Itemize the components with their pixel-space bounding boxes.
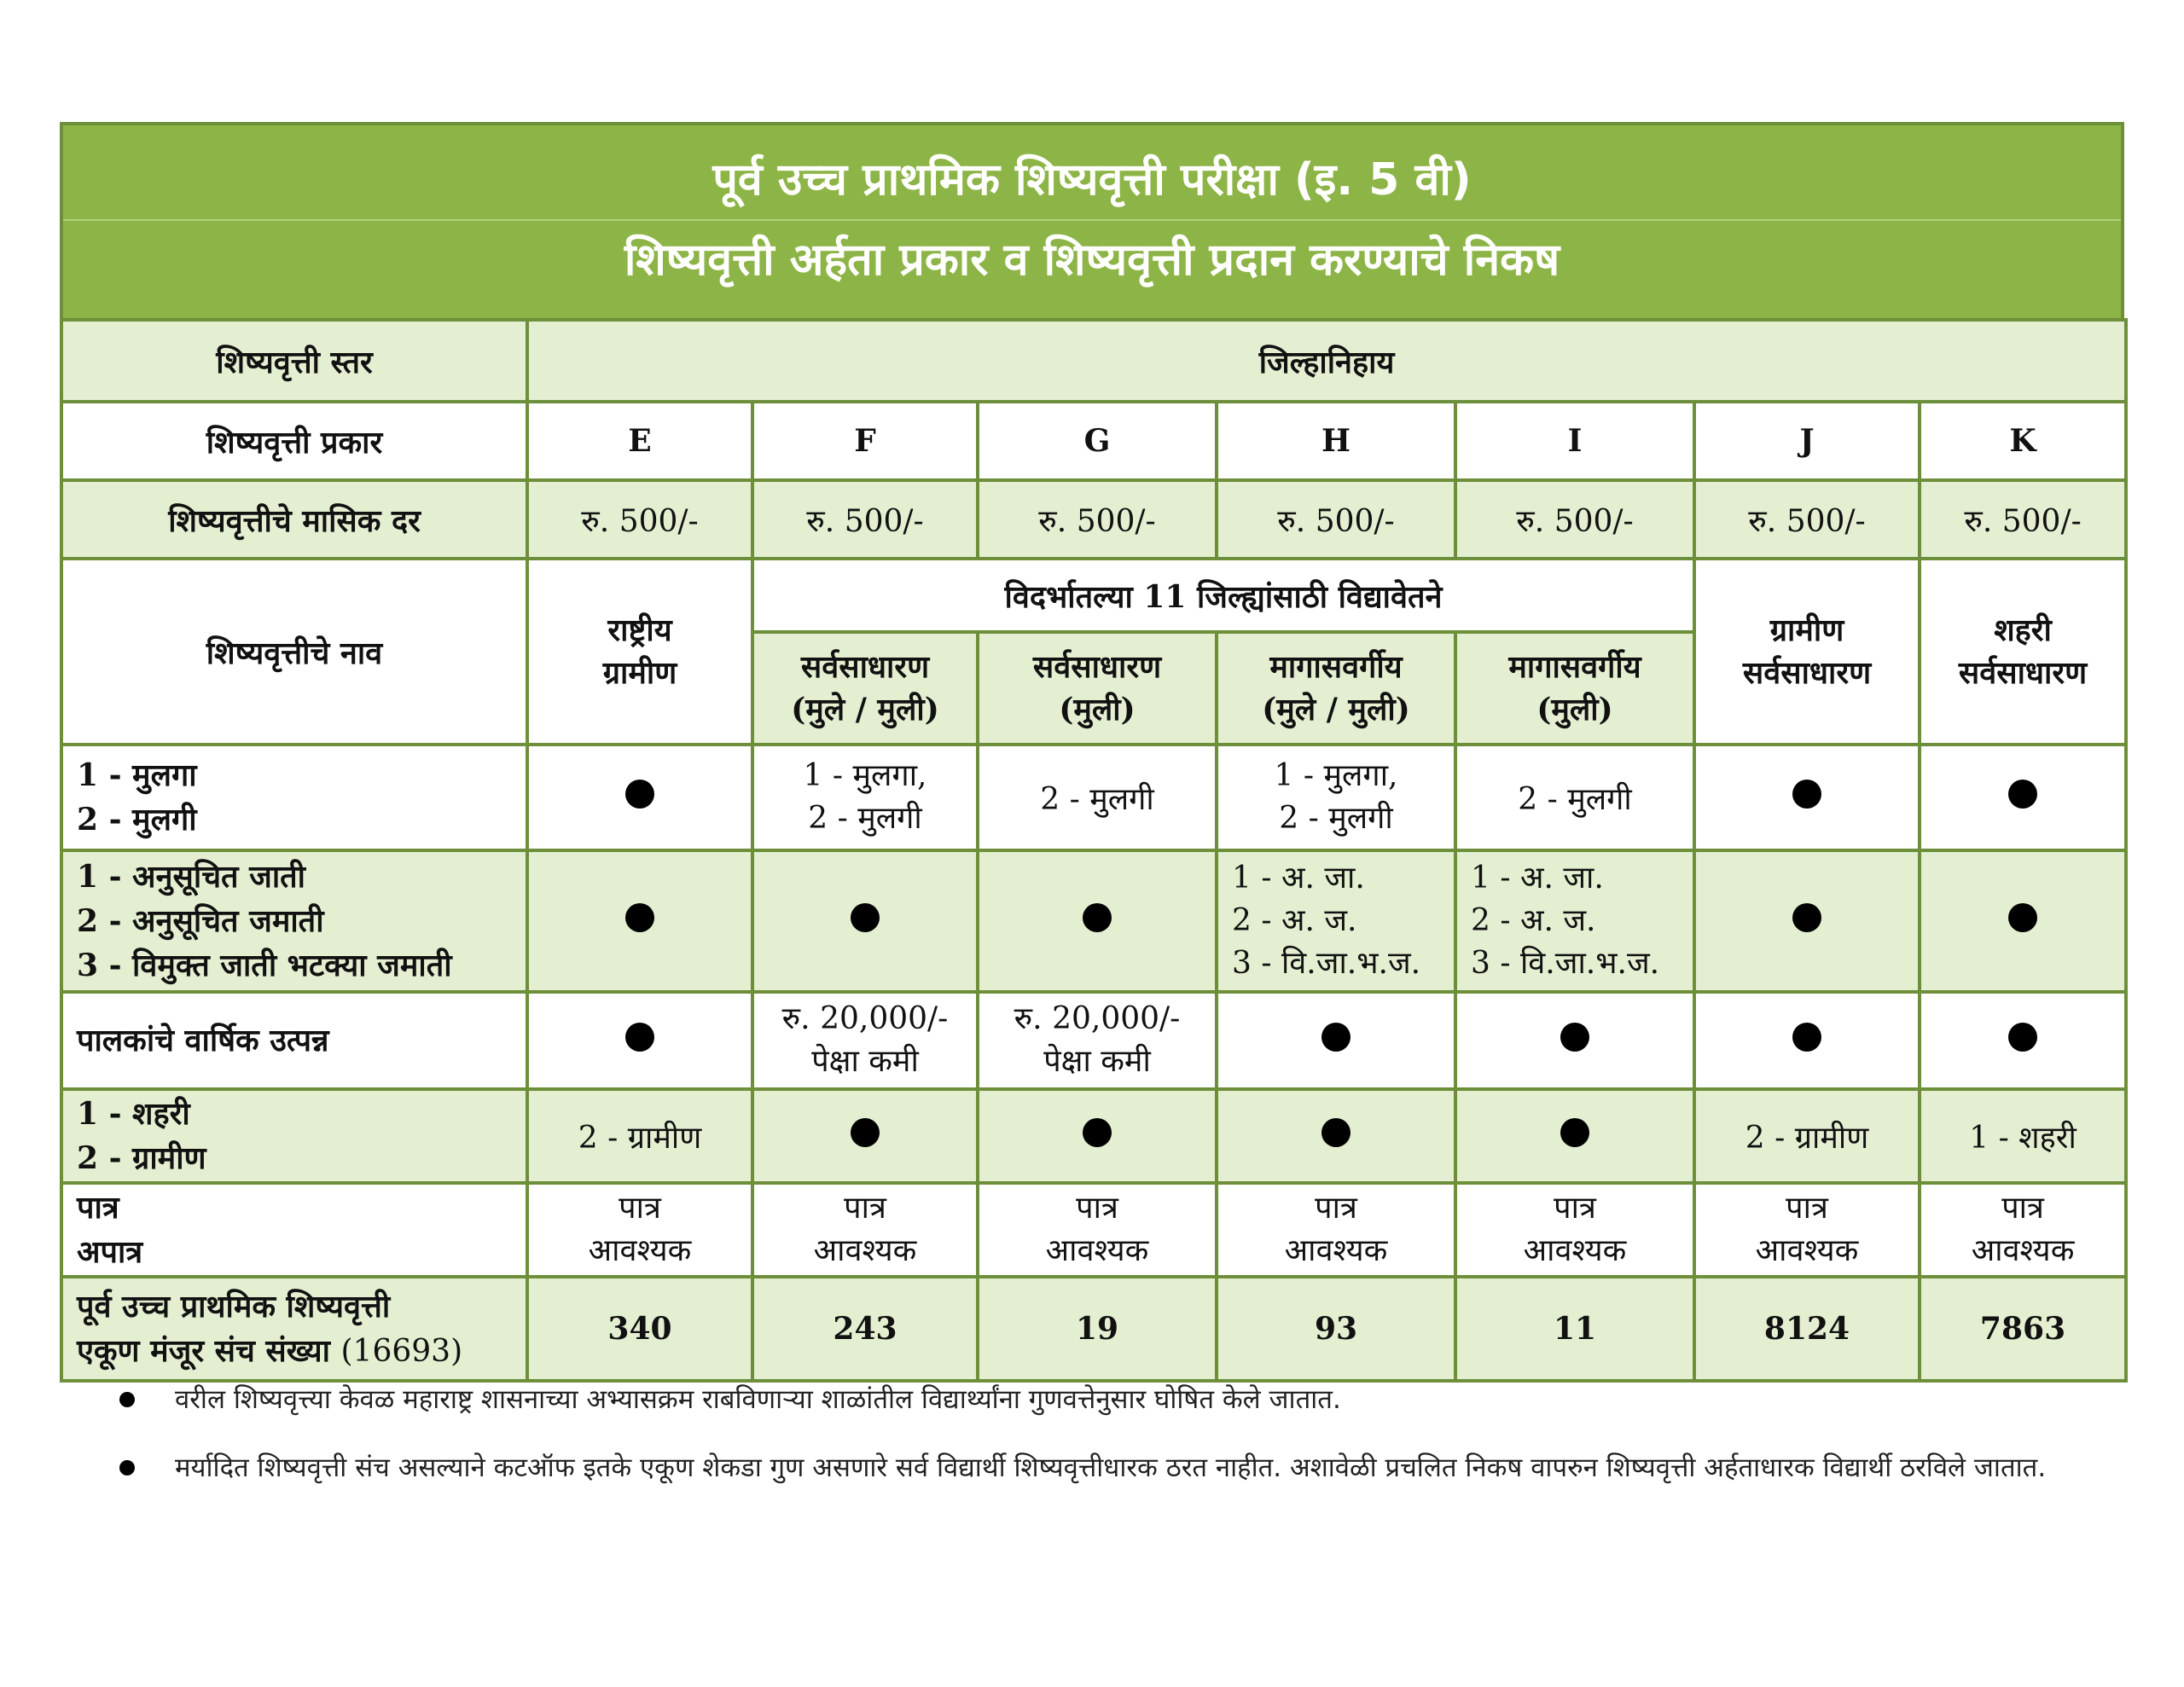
- gender-f: [752, 745, 978, 850]
- level-value: जिल्हानिहाय: [527, 320, 2126, 402]
- name-j: [1694, 559, 1920, 745]
- gender-f-line-1: 1 - मुलगा,: [803, 758, 927, 793]
- row-level: [61, 320, 2126, 402]
- dot-icon: [625, 903, 654, 932]
- total-label-text: एकूण मंजूर संच संख्या: [77, 1332, 330, 1369]
- gender-g: 2 - मुलगी: [978, 745, 1217, 850]
- eligibility-e: [527, 1183, 752, 1277]
- rate-label: शिष्यवृत्तीचे मासिक दर: [61, 480, 527, 559]
- title-line-2: शिष्यवृत्ती अर्हता प्रकार व शिष्यवृत्ती प्रदान करण्याचे निकष: [624, 235, 1560, 286]
- eligibility-g: [978, 1183, 1217, 1277]
- area-e: 2 - ग्रामीण: [527, 1089, 752, 1183]
- caste-label-line-1: 1 - अनुसूचित जाती: [77, 859, 305, 895]
- eligibility-f-line-1: पात्र: [844, 1191, 886, 1226]
- eligibility-i-line-1: पात्र: [1554, 1191, 1596, 1226]
- dot-icon: [2008, 1023, 2037, 1052]
- title-banner: [60, 122, 2124, 318]
- name-e-line-1: राष्ट्रीय: [607, 612, 672, 648]
- level-label: शिष्यवृत्ती स्तर: [61, 320, 527, 402]
- gender-label-line-1: 1 - मुलगा: [77, 757, 197, 793]
- type-letter-j: J: [1694, 402, 1920, 480]
- area-h: [1217, 1089, 1455, 1183]
- caste-i-line-1: 1 - अ. जा.: [1471, 861, 1604, 896]
- income-label: पालकांचे वार्षिक उत्पन्न: [61, 992, 527, 1089]
- income-g-line-2: पेक्षा कमी: [1043, 1044, 1151, 1079]
- row-caste: [61, 850, 2126, 992]
- name-g: [978, 632, 1217, 745]
- name-f: [752, 632, 978, 745]
- type-letter-e: E: [527, 402, 752, 480]
- gender-i: 2 - मुलगी: [1455, 745, 1694, 850]
- caste-i-line-2: 2 - अ. ज.: [1471, 903, 1596, 938]
- income-j: [1694, 992, 1920, 1089]
- name-i-line-2: (मुली): [1536, 692, 1613, 728]
- total-j: 8124: [1694, 1277, 1920, 1381]
- name-k-line-1: शहरी: [1994, 612, 2052, 648]
- eligibility-i-line-2: आवश्यक: [1523, 1233, 1627, 1268]
- rate-h: रु. 500/-: [1217, 480, 1455, 559]
- dot-icon: [2008, 903, 2037, 932]
- caste-h-line-3: 3 - वि.जा.भ.ज.: [1232, 946, 1421, 981]
- caste-f: [752, 850, 978, 992]
- rate-k: रु. 500/-: [1920, 480, 2126, 559]
- eligibility-e-line-1: पात्र: [619, 1191, 661, 1226]
- total-f: 243: [752, 1277, 978, 1381]
- dot-icon: [1321, 1118, 1350, 1147]
- title-line-1: पूर्व उच्च प्राथमिक शिष्यवृत्ती परीक्षा (इ. 5 वी): [712, 154, 1472, 206]
- total-i: 11: [1455, 1277, 1694, 1381]
- area-label: [61, 1089, 527, 1183]
- caste-h-line-1: 1 - अ. जा.: [1232, 861, 1365, 896]
- dot-icon: [1083, 1118, 1112, 1147]
- area-label-line-2: 2 - ग्रामीण: [77, 1140, 206, 1176]
- caste-label-line-2: 2 - अनुसूचित जमाती: [77, 903, 324, 939]
- note-text-1: वरील शिष्यवृत्त्या केवळ महाराष्ट्र शासनाच्या अभ्यासक्रम राबविणाऱ्या शाळांतील विद्यार्थ्यांना गुणवत्तेनुसार घोषित केले जातात.: [175, 1384, 1341, 1415]
- total-label-line-2: [77, 1329, 520, 1374]
- area-i: [1455, 1089, 1694, 1183]
- note-item: [119, 1443, 2116, 1493]
- dot-icon: [1792, 903, 1821, 932]
- caste-e: [527, 850, 752, 992]
- income-f-line-2: पेक्षा कमी: [811, 1044, 919, 1079]
- name-k-line-2: सर्वसाधारण: [1958, 655, 2088, 691]
- row-name-top: [61, 559, 2126, 632]
- total-k: 7863: [1920, 1277, 2126, 1381]
- name-h: [1217, 632, 1455, 745]
- bullet-icon: [119, 1460, 135, 1475]
- name-g-line-2: (मुली): [1059, 692, 1136, 728]
- eligibility-h-line-1: पात्र: [1315, 1191, 1357, 1226]
- name-f-line-2: (मुले / मुली): [791, 692, 939, 728]
- dot-icon: [1321, 1023, 1350, 1052]
- caste-k: [1920, 850, 2126, 992]
- name-label: शिष्यवृत्तीचे नाव: [61, 559, 527, 745]
- caste-label-line-3: 3 - विमुक्त जाती भटक्या जमाती: [77, 948, 452, 983]
- income-f: [752, 992, 978, 1089]
- type-letter-k: K: [1920, 402, 2126, 480]
- rate-i: रु. 500/-: [1455, 480, 1694, 559]
- name-e-line-2: ग्रामीण: [602, 655, 677, 691]
- name-i: [1455, 632, 1694, 745]
- name-j-line-2: सर्वसाधारण: [1742, 655, 1872, 691]
- scholarship-criteria-sheet: [60, 122, 2124, 1383]
- eligibility-g-line-2: आवश्यक: [1045, 1233, 1149, 1268]
- rate-f: रु. 500/-: [752, 480, 978, 559]
- bullet-icon: [119, 1392, 135, 1407]
- caste-i-line-3: 3 - वि.जा.भ.ज.: [1471, 946, 1660, 981]
- row-total: [61, 1277, 2126, 1381]
- eligibility-j-line-1: पात्र: [1786, 1191, 1828, 1226]
- row-area: [61, 1089, 2126, 1183]
- gender-label-line-2: 2 - मुलगी: [77, 802, 197, 838]
- eligibility-i: [1455, 1183, 1694, 1277]
- eligibility-k-line-2: आवश्यक: [1971, 1233, 2075, 1268]
- gender-h-line-2: 2 - मुलगी: [1279, 801, 1393, 836]
- total-h: 93: [1217, 1277, 1455, 1381]
- type-letter-g: G: [978, 402, 1217, 480]
- row-income: [61, 992, 2126, 1089]
- income-h: [1217, 992, 1455, 1089]
- area-f: [752, 1089, 978, 1183]
- dot-icon: [1083, 903, 1112, 932]
- total-e: 340: [527, 1277, 752, 1381]
- eligibility-k-line-1: पात्र: [2001, 1191, 2044, 1226]
- caste-j: [1694, 850, 1920, 992]
- name-i-line-1: मागासवर्गीय: [1508, 649, 1641, 685]
- name-e: [527, 559, 752, 745]
- eligibility-g-line-1: पात्र: [1076, 1191, 1118, 1226]
- eligibility-h: [1217, 1183, 1455, 1277]
- caste-h-line-2: 2 - अ. ज.: [1232, 903, 1357, 938]
- type-letter-i: I: [1455, 402, 1694, 480]
- row-type: [61, 402, 2126, 480]
- notes-list: [119, 1375, 2116, 1511]
- total-label: [61, 1277, 527, 1381]
- eligibility-j-line-2: आवश्यक: [1755, 1233, 1859, 1268]
- eligibility-f-line-2: आवश्यक: [813, 1233, 917, 1268]
- dot-icon: [1792, 1023, 1821, 1052]
- eligibility-label-line-2: अपात्र: [77, 1234, 143, 1270]
- gender-h-line-1: 1 - मुलगा,: [1274, 758, 1398, 793]
- caste-h: [1217, 850, 1455, 992]
- eligibility-label: [61, 1183, 527, 1277]
- total-label-line-1: पूर्व उच्च प्राथमिक शिष्यवृत्ती: [77, 1288, 391, 1325]
- name-h-line-2: (मुले / मुली): [1262, 692, 1410, 728]
- caste-label: [61, 850, 527, 992]
- income-g: [978, 992, 1217, 1089]
- gender-label: [61, 745, 527, 850]
- eligibility-h-line-2: आवश्यक: [1284, 1233, 1388, 1268]
- dot-icon: [1560, 1118, 1589, 1147]
- type-letter-f: F: [752, 402, 978, 480]
- name-f-line-1: सर्वसाधारण: [800, 649, 930, 685]
- caste-i: [1455, 850, 1694, 992]
- gender-f-line-2: 2 - मुलगी: [808, 801, 922, 836]
- name-h-line-1: मागासवर्गीय: [1269, 649, 1403, 685]
- eligibility-label-line-1: पात्र: [77, 1190, 119, 1226]
- income-g-line-1: रु. 20,000/-: [1014, 1001, 1181, 1036]
- income-f-line-1: रु. 20,000/-: [781, 1001, 949, 1036]
- dot-icon: [1792, 780, 1821, 809]
- gender-j: [1694, 745, 1920, 850]
- row-rate: [61, 480, 2126, 559]
- eligibility-k: [1920, 1183, 2126, 1277]
- type-label: शिष्यवृत्ती प्रकार: [61, 402, 527, 480]
- row-gender: [61, 745, 2126, 850]
- dot-icon: [2008, 780, 2037, 809]
- rate-e: रु. 500/-: [527, 480, 752, 559]
- vidarbha-header: विदर्भातल्या 11 जिल्ह्यांसाठी विद्यावेतने: [752, 559, 1694, 632]
- eligibility-e-line-2: आवश्यक: [588, 1233, 692, 1268]
- area-j: 2 - ग्रामीण: [1694, 1089, 1920, 1183]
- dot-icon: [625, 780, 654, 809]
- name-j-line-1: ग्रामीण: [1769, 612, 1844, 648]
- criteria-table: [60, 318, 2128, 1383]
- dot-icon: [1560, 1023, 1589, 1052]
- note-item: [119, 1375, 2116, 1424]
- total-label-count: (16693): [340, 1333, 463, 1369]
- gender-e: [527, 745, 752, 850]
- eligibility-f: [752, 1183, 978, 1277]
- name-g-line-1: सर्वसाधारण: [1032, 649, 1162, 685]
- type-letter-h: H: [1217, 402, 1455, 480]
- dot-icon: [625, 1023, 654, 1052]
- income-i: [1455, 992, 1694, 1089]
- area-k: 1 - शहरी: [1920, 1089, 2126, 1183]
- rate-g: रु. 500/-: [978, 480, 1217, 559]
- total-g: 19: [978, 1277, 1217, 1381]
- income-k: [1920, 992, 2126, 1089]
- area-g: [978, 1089, 1217, 1183]
- dot-icon: [851, 903, 880, 932]
- row-eligibility: [61, 1183, 2126, 1277]
- caste-g: [978, 850, 1217, 992]
- note-text-2: मर्यादित शिष्यवृत्ती संच असल्याने कटऑफ इतके एकूण शेकडा गुण असणारे सर्व विद्यार्थी शिष्यवृत्तीधारक ठरत नाहीत. अशावेळी प्रचलित निकष वापरुन शिष्यवृत्ती अर्हताधारक विद्यार्थी ठरविले जातात.: [175, 1452, 2047, 1483]
- name-k: [1920, 559, 2126, 745]
- income-e: [527, 992, 752, 1089]
- eligibility-j: [1694, 1183, 1920, 1277]
- rate-j: रु. 500/-: [1694, 480, 1920, 559]
- dot-icon: [851, 1118, 880, 1147]
- gender-h: [1217, 745, 1455, 850]
- gender-k: [1920, 745, 2126, 850]
- area-label-line-1: 1 - शहरी: [77, 1096, 190, 1132]
